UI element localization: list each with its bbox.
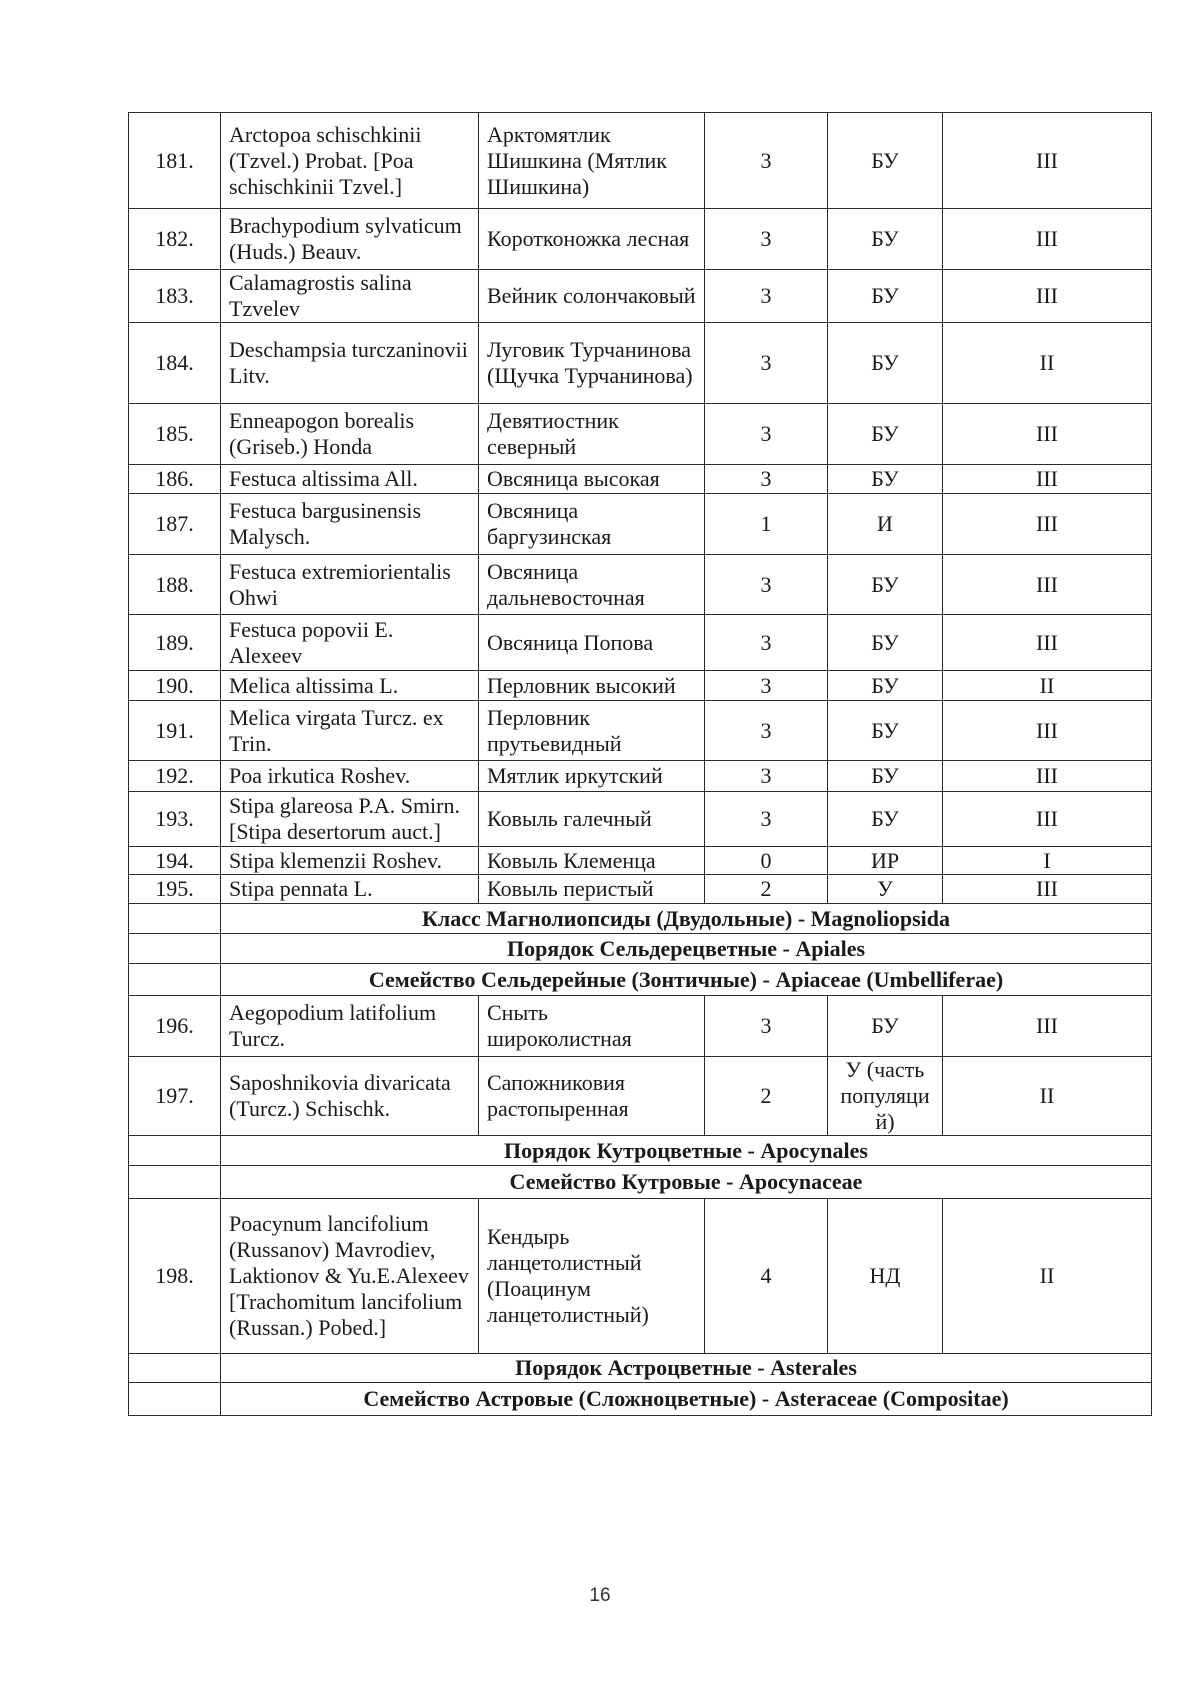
taxon-header-row [129,1136,1152,1166]
rarity-cell: III [943,270,1152,323]
latin-name: Enneapogon borealis (Griseb.) Honda [221,404,479,465]
rarity-cell: II [943,671,1152,701]
taxon-header-row [129,1383,1152,1416]
category-cell: 3 [705,996,828,1057]
rarity-cell: II [943,1199,1152,1354]
status-cell: БУ [828,465,943,494]
taxon-header: Семейство Астровые (Сложноцветные) - Asteraceae (Compositae) [221,1383,1152,1416]
empty-number-cell [129,934,221,964]
status-cell: БУ [828,404,943,465]
russian-name: Ковыль перистый [479,875,705,904]
empty-number-cell [129,1354,221,1383]
rarity-cell: I [943,847,1152,875]
status-cell: БУ [828,209,943,270]
empty-number-cell [129,1166,221,1199]
rarity-cell: II [943,1057,1152,1136]
species-number: 188. [129,555,221,615]
latin-name: Melica altissima L. [221,671,479,701]
taxon-header-row [129,1354,1152,1383]
status-cell: БУ [828,792,943,847]
species-number: 182. [129,209,221,270]
rarity-cell: III [943,761,1152,792]
taxon-header: Порядок Астроцветные - Asterales [221,1354,1152,1383]
status-cell: БУ [828,555,943,615]
status-cell: БУ [828,615,943,671]
russian-name: Сапожниковия растопыренная [479,1057,705,1136]
taxon-header: Семейство Сельдерейные (Зонтичные) - Apiaceae (Umbelliferae) [221,964,1152,996]
latin-name: Poa irkutica Roshev. [221,761,479,792]
category-cell: 3 [705,270,828,323]
category-cell: 3 [705,465,828,494]
category-cell: 3 [705,323,828,404]
table-row [129,323,1152,404]
category-cell: 3 [705,701,828,761]
russian-name: Арктомятлик Шишкина (Мятлик Шишкина) [479,113,705,209]
russian-name: Девятиостник северный [479,404,705,465]
category-cell: 0 [705,847,828,875]
latin-name: Festuca altissima All. [221,465,479,494]
species-number: 186. [129,465,221,494]
taxon-header: Порядок Сельдерецветные - Apiales [221,934,1152,964]
table-row [129,875,1152,904]
category-cell: 3 [705,671,828,701]
taxon-header-row [129,1166,1152,1199]
empty-number-cell [129,904,221,934]
status-cell: БУ [828,996,943,1057]
russian-name: Ковыль Клеменца [479,847,705,875]
latin-name: Deschampsia turczaninovii Litv. [221,323,479,404]
status-cell: БУ [828,323,943,404]
species-number: 192. [129,761,221,792]
species-number: 184. [129,323,221,404]
category-cell: 3 [705,404,828,465]
rarity-cell: III [943,996,1152,1057]
latin-name: Festuca popovii E. Alexeev [221,615,479,671]
taxon-header-row [129,934,1152,964]
russian-name: Овсяница Попова [479,615,705,671]
status-cell: БУ [828,761,943,792]
species-number: 193. [129,792,221,847]
rarity-cell: III [943,465,1152,494]
category-cell: 1 [705,494,828,555]
russian-name: Луговик Турчанинова (Щучка Турчанинова) [479,323,705,404]
rarity-cell: III [943,404,1152,465]
empty-number-cell [129,964,221,996]
table-row [129,1199,1152,1354]
status-cell: БУ [828,671,943,701]
category-cell: 3 [705,761,828,792]
category-cell: 3 [705,615,828,671]
table-row [129,209,1152,270]
latin-name: Festuca extremiorientalis Ohwi [221,555,479,615]
russian-name: Овсяница баргузинская [479,494,705,555]
rarity-cell: III [943,792,1152,847]
taxon-header-row [129,904,1152,934]
rarity-cell: II [943,323,1152,404]
category-cell: 3 [705,113,828,209]
species-number: 196. [129,996,221,1057]
rarity-cell: III [943,494,1152,555]
latin-name: Aegopodium latifolium Turcz. [221,996,479,1057]
status-cell: БУ [828,701,943,761]
page-number: 16 [589,1585,611,1606]
russian-name: Перловник прутьевидный [479,701,705,761]
empty-number-cell [129,1383,221,1416]
status-cell: БУ [828,113,943,209]
species-number: 183. [129,270,221,323]
table-row [129,1057,1152,1136]
latin-name: Arctopoa schischkinii (Tzvel.) Probat. [Poa schischkinii Tzvel.] [221,113,479,209]
species-number: 195. [129,875,221,904]
species-number: 190. [129,671,221,701]
rarity-cell: III [943,555,1152,615]
status-cell: НД [828,1199,943,1354]
table-row [129,113,1152,209]
taxon-header: Порядок Кутроцветные - Apocynales [221,1136,1152,1166]
russian-name: Ковыль галечный [479,792,705,847]
latin-name: Melica virgata Turcz. ex Trin. [221,701,479,761]
species-number: 194. [129,847,221,875]
russian-name: Коротконожка лесная [479,209,705,270]
russian-name: Перловник высокий [479,671,705,701]
table-row [129,555,1152,615]
category-cell: 2 [705,1057,828,1136]
species-number: 185. [129,404,221,465]
taxon-header: Класс Магнолиопсиды (Двудольные) - Magnoliopsida [221,904,1152,934]
taxon-header: Семейство Кутровые - Apocynaceae [221,1166,1152,1199]
table-row [129,847,1152,875]
latin-name: Stipa klemenzii Roshev. [221,847,479,875]
rarity-cell: III [943,615,1152,671]
latin-name: Poacynum lancifolium (Russanov) Mavrodiev, Laktionov & Yu.E.Alexeev [Trachomitum lancifolium (Russan.) Pobed.] [221,1199,479,1354]
category-cell: 4 [705,1199,828,1354]
rarity-cell: III [943,875,1152,904]
rarity-cell: III [943,701,1152,761]
table-row [129,404,1152,465]
russian-name: Овсяница высокая [479,465,705,494]
species-number: 198. [129,1199,221,1354]
status-cell: И [828,494,943,555]
rarity-cell: III [943,209,1152,270]
latin-name: Brachypodium sylvaticum (Huds.) Beauv. [221,209,479,270]
russian-name: Овсяница дальневосточная [479,555,705,615]
table-row [129,494,1152,555]
table-row [129,465,1152,494]
latin-name: Stipa pennata L. [221,875,479,904]
latin-name: Saposhnikovia divaricata (Turcz.) Schischk. [221,1057,479,1136]
russian-name: Сныть широколистная [479,996,705,1057]
category-cell: 3 [705,209,828,270]
status-cell: ИР [828,847,943,875]
species-number: 189. [129,615,221,671]
russian-name: Вейник солончаковый [479,270,705,323]
species-number: 197. [129,1057,221,1136]
russian-name: Мятлик иркутский [479,761,705,792]
status-cell: У [828,875,943,904]
category-cell: 3 [705,792,828,847]
category-cell: 2 [705,875,828,904]
status-cell: У (часть популяци й) [828,1057,943,1136]
species-number: 187. [129,494,221,555]
category-cell: 3 [705,555,828,615]
species-number: 181. [129,113,221,209]
rarity-cell: III [943,113,1152,209]
russian-name: Кендырь ланцетолистный (Поацинум ланцетолистный) [479,1199,705,1354]
latin-name: Festuca bargusinensis Malysch. [221,494,479,555]
table-row [129,671,1152,701]
species-table-body [129,113,1152,1416]
empty-number-cell [129,1136,221,1166]
latin-name: Stipa glareosa P.A. Smirn. [Stipa desertorum auct.] [221,792,479,847]
species-table [128,112,1152,1416]
table-row [129,270,1152,323]
table-row [129,996,1152,1057]
table-row [129,761,1152,792]
table-row [129,792,1152,847]
latin-name: Calamagrostis salina Tzvelev [221,270,479,323]
species-number: 191. [129,701,221,761]
taxon-header-row [129,964,1152,996]
table-row [129,701,1152,761]
table-row [129,615,1152,671]
status-cell: БУ [828,270,943,323]
